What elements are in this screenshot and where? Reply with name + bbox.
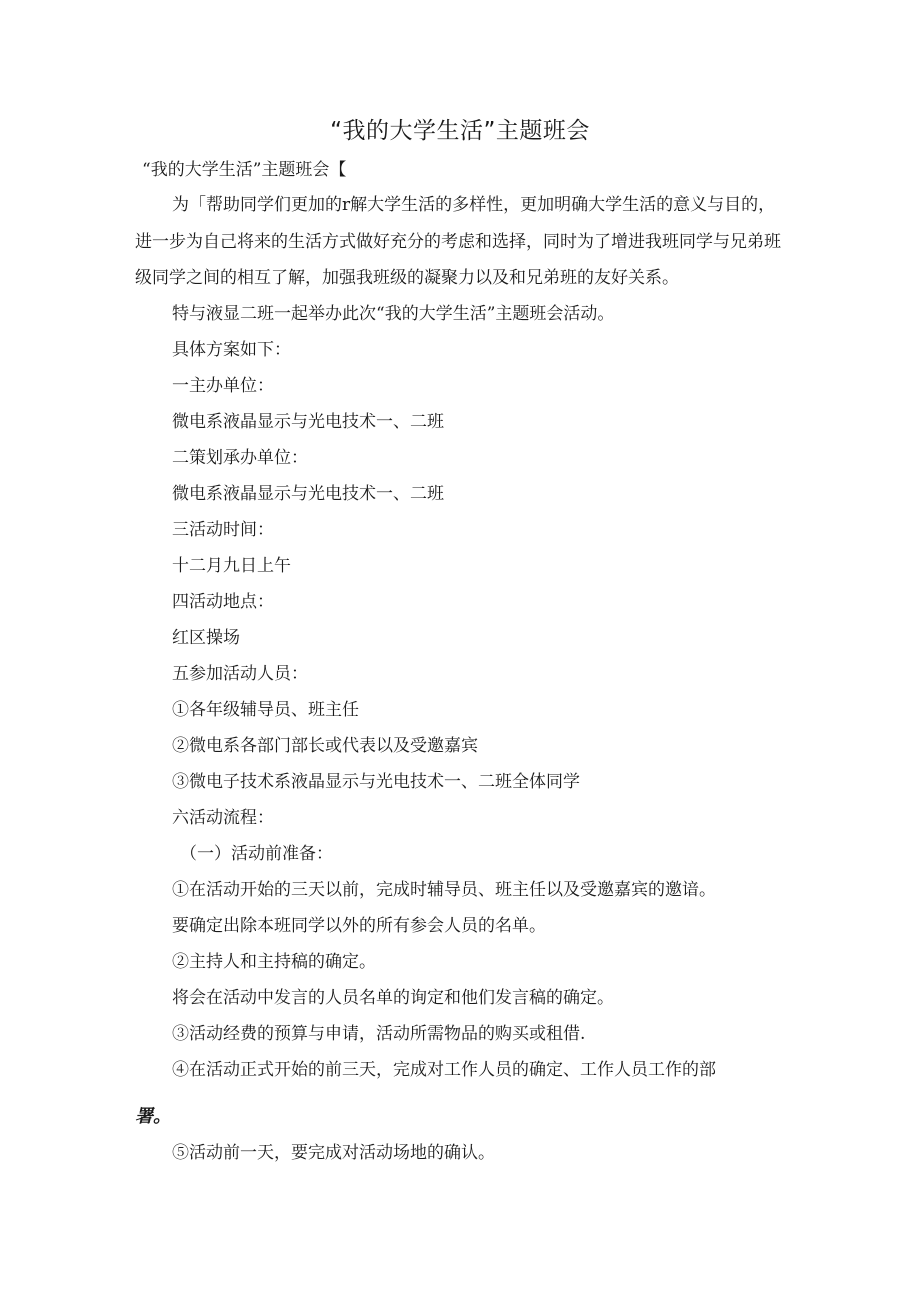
section-5-heading: 五参加活动人员： (172, 664, 308, 684)
section-5-item-3: ③微电子技术系液晶显示与光电技术一、二班全体同学 (172, 772, 580, 792)
prep-item-1: ①在活动开始的三天以前，完成时辅导员、班主任以及受邀嘉宾的邀谙。 (172, 880, 716, 900)
prep-item-2-detail: 将会在活动中发言的人员名单的询定和他们发言稿的确定。 (172, 988, 614, 1008)
intro-line-2: 进一步为自己将来的生活方式做好充分的考虑和选择，同时为了增进我班同学与兄弟班 (135, 232, 781, 252)
section-1-value: 微电系液晶显示与光电技术一、二班 (172, 412, 444, 432)
document-subtitle: “我的大学生活”主题班会【 (142, 160, 347, 180)
intro-line-3: 级同学之间的相互了解，加强我班级的凝聚力以及和兄弟班的友好关系。 (135, 268, 679, 288)
section-5-item-2: ②微电系各部门部长或代表以及受邀嘉宾 (172, 736, 478, 756)
section-1-heading: 一主办单位： (172, 376, 274, 396)
plan-heading: 具体方案如下： (172, 340, 291, 360)
prep-item-5: ⑤活动前一天，要完成对活动场地的确认。 (172, 1143, 495, 1163)
section-3-value: 十二月九日上午 (172, 556, 291, 576)
prep-item-3: ③活动经费的预算与申请，活动所需物品的购买或租借. (172, 1024, 586, 1044)
prep-item-4: ④在活动正式开始的前三天，完成对工作人员的确定、工作人员工作的部 (172, 1060, 716, 1080)
section-3-heading: 三活动时间： (172, 520, 274, 540)
section-4-heading: 四活动地点： (172, 592, 274, 612)
section-6-subheading: （一）活动前准备： (180, 844, 333, 864)
document-title: “我的大学生活”主题班会 (330, 118, 590, 144)
section-6-heading: 六活动流程： (172, 808, 274, 828)
intro-line-1: 为「帮助同学们更加的r解大学生活的多样性，更加明确大学生活的意义与目的， (172, 195, 776, 215)
section-2-value: 微电系液晶显示与光电技术一、二班 (172, 484, 444, 504)
prep-item-4-continuation: 署。 (135, 1106, 171, 1127)
intro-line-4: 特与液显二班一起举办此次“我的大学生活”主题班会活动。 (172, 304, 615, 324)
section-4-value: 红区操场 (172, 628, 240, 648)
section-2-heading: 二策划承办单位： (172, 448, 308, 468)
prep-item-1-detail: 要确定出除本班同学以外的所有参会人员的名单。 (172, 916, 546, 936)
section-5-item-1: ①各年级辅导员、班主任 (172, 700, 359, 720)
prep-item-2: ②主持人和主持稿的确定。 (172, 952, 376, 972)
